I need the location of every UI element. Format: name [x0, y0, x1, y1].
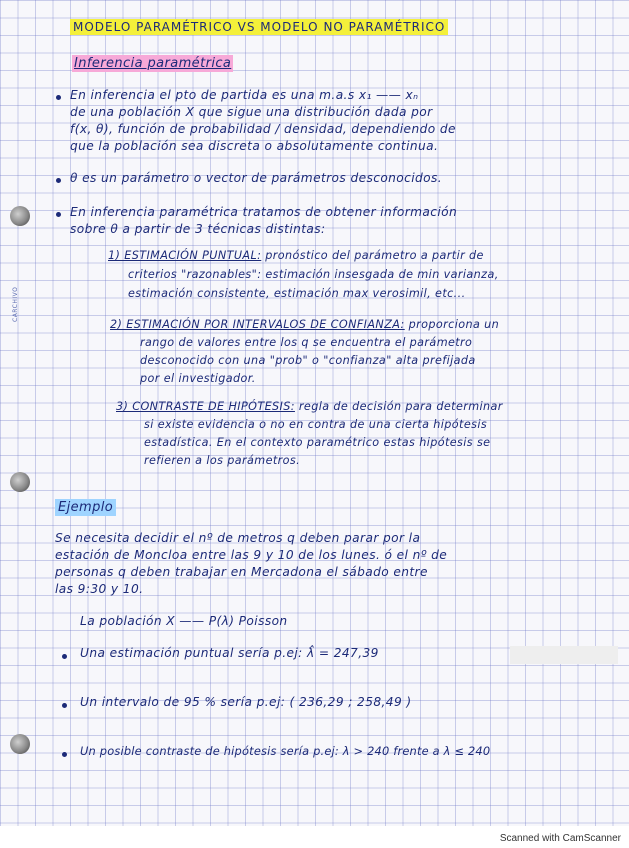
section-heading: Inferencia paramétrica — [74, 56, 232, 71]
example-line: personas q deben trabajar en Mercadona el sábado entre — [55, 565, 428, 579]
technique-line: por el investigador. — [140, 372, 256, 385]
example-item: Una estimación puntual sería p.ej: λ̂ = 247,39 — [80, 646, 379, 660]
bullet-icon — [62, 752, 67, 757]
brand-mark: CARCHIVO — [12, 286, 19, 322]
bullet-icon — [62, 703, 67, 708]
population-line: La población X —— P(λ) Poisson — [80, 614, 288, 628]
technique-line: rango de valores entre los q se encuentra el parámetro — [140, 336, 473, 349]
technique-line: desconocido con una "prob" o "confianza" alta prefijada — [140, 354, 476, 367]
example-item: Un posible contraste de hipótesis sería p.ej: λ > 240 frente a λ ≤ 240 — [80, 744, 491, 758]
punch-hole-icon — [10, 734, 30, 754]
technique-line: si existe evidencia o no en contra de una cierta hipótesis — [144, 418, 488, 431]
example-line: las 9:30 y 10. — [55, 582, 144, 596]
scanner-watermark: Scanned with CamScanner — [499, 833, 621, 844]
punch-hole-icon — [10, 206, 30, 226]
example-line: estación de Moncloa entre las 9 y 10 de los lunes. ó el nº de — [55, 548, 448, 562]
punch-hole-icon — [10, 472, 30, 492]
technique-line: estadística. En el contexto paramétrico estas hipótesis se — [144, 436, 491, 449]
technique-label: 3) CONTRASTE DE HIPÓTESIS: — [116, 400, 295, 413]
technique-line: criterios "razonables": estimación insesgada de min varianza, — [128, 268, 499, 281]
bullet-line: En inferencia el pto de partida es una m.a.s x₁ —— xₙ — [70, 88, 419, 102]
example-line: Se necesita decidir el nº de metros q deben parar por la — [55, 531, 421, 545]
scanner-footer — [0, 826, 629, 848]
technique-line: refieren a los parámetros. — [144, 454, 301, 467]
bullet-line: sobre θ a partir de 3 técnicas distintas: — [70, 222, 326, 236]
bullet-line: En inferencia paramétrica tratamos de obtener información — [70, 205, 458, 219]
example-heading: Ejemplo — [55, 499, 116, 516]
bullet-line: f(x, θ), función de probabilidad / densidad, dependiendo de — [70, 122, 456, 136]
technique-line: regla de decisión para determinar — [298, 400, 503, 413]
bullet-icon — [62, 654, 67, 659]
correction-patch — [510, 646, 618, 664]
technique-line: proporciona un — [408, 318, 500, 331]
bullet-icon — [56, 212, 61, 217]
technique-label: 1) ESTIMACIÓN PUNTUAL: — [108, 249, 262, 262]
page-title: MODELO PARAMÉTRICO VS MODELO NO PARAMÉTRICO — [70, 19, 448, 35]
bullet-icon — [56, 95, 61, 100]
bullet-line: que la población sea discreta o absolutamente continua. — [70, 139, 439, 153]
technique-line: estimación consistente, estimación max verosimil, etc... — [128, 287, 466, 300]
example-item: Un intervalo de 95 % sería p.ej: ( 236,29 ; 258,49 ) — [80, 695, 412, 709]
technique-label: 2) ESTIMACIÓN POR INTERVALOS DE CONFIANZA: — [110, 318, 405, 331]
bullet-line: θ es un parámetro o vector de parámetros desconocidos. — [70, 171, 443, 185]
bullet-line: de una población X que sigue una distribución dada por — [70, 105, 433, 119]
technique-line: pronóstico del parámetro a partir de — [265, 249, 484, 262]
bullet-icon — [56, 178, 61, 183]
